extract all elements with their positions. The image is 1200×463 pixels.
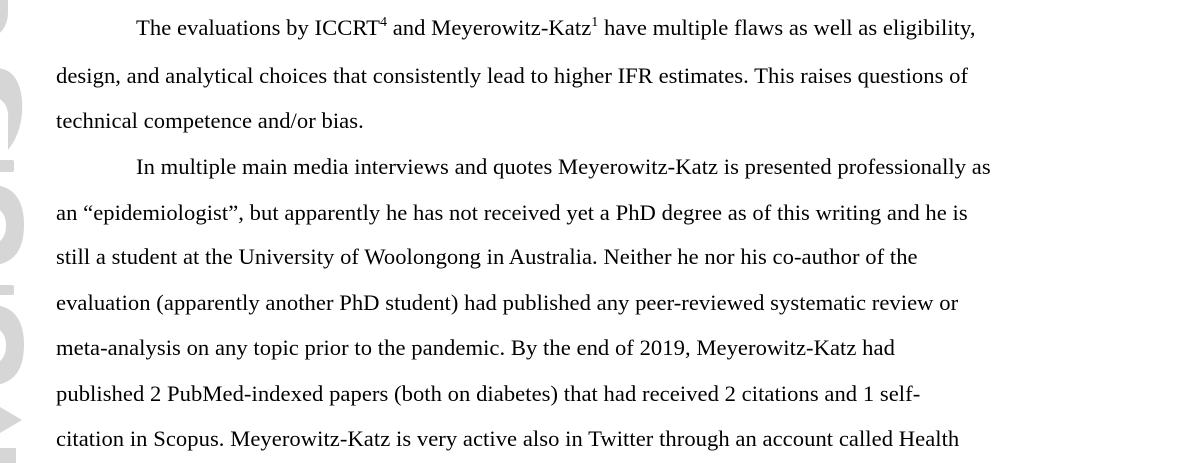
paragraph-2-line-3: still a student at the University of Woolongong in Australia. Neither he nor his co-author of the — [56, 244, 918, 269]
paragraph-1-line-2: design, and analytical choices that consistently lead to higher IFR estimates. This raises questions of — [56, 63, 969, 88]
paragraph-2-line-1: In multiple main media interviews and quotes Meyerowitz-Katz is presented professionally as — [136, 154, 991, 179]
paragraph-2-line-6: published 2 PubMed-indexed papers (both on diabetes) that had received 2 citations and 1 self- — [56, 381, 921, 406]
paragraph-2-line-2: an “epidemiologist”, but apparently he has not received yet a PhD degree as of this writing and he is — [56, 200, 968, 225]
paragraph-1-line-1 — [136, 14, 976, 42]
paragraph-1-line-3: technical competence and/or bias. — [56, 108, 364, 133]
paragraph-2-line-5: meta-analysis on any topic prior to the pandemic. By the end of 2019, Meyerowitz-Katz had — [56, 335, 895, 360]
paragraph-2-line-7: citation in Scopus. Meyerowitz-Katz is very active also in Twitter through an account called Health — [56, 426, 960, 451]
text-segment: and Meyerowitz-Katz — [387, 15, 592, 40]
citation-ref-1: 1 — [591, 15, 599, 30]
text-segment: The evaluations by ICCRT — [136, 15, 380, 40]
citation-ref-4: 4 — [379, 15, 388, 30]
text-segment: have multiple flaws as well as eligibility, — [598, 15, 976, 40]
paragraph-2-line-4: evaluation (apparently another PhD student) had published any peer-reviewed systematic review or — [56, 290, 959, 315]
watermark — [0, 0, 38, 463]
